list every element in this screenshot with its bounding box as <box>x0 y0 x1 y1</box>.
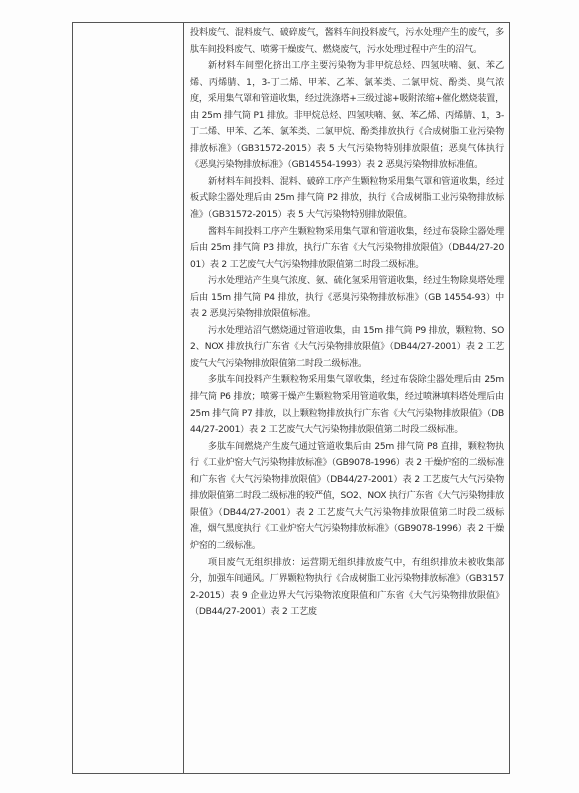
right-cell <box>190 25 504 773</box>
paragraph-waste-gas-list: 投料废气、混料废气、破碎废气，酱料车间投料废气，污水处理产生的废气，多肽车间投料废气、喷雾干燥废气、燃烧废气，污水处理过程中产生的沼气。 <box>190 28 504 55</box>
paragraph-wastewater-odor: 污水处理站产生臭气浓度、氨、硫化氢采用管道收集，经过生物除臭塔处理后由 15m 排气筒 P4 排放，执行《恶臭污染物排放标准》（GB 14554-93）中表 2 恶臭污染物排放限值标准。 <box>190 276 504 320</box>
paragraph-sauce-workshop: 酱料车间投料工序产生颗粒物采用集气罩和管道收集，经过布袋除尘器处理后由 25m 排气筒 P3 排放，执行广东省《大气污染物排放限值》（DB44/27-2001）表 2 工艺废气大气污染物排放限值第二时段二级标准。 <box>190 226 504 270</box>
paragraph-fugitive-emission: 项目废气无组织排放：运营期无组织排放废气中，有组织排放未被收集部分，加强车间通风。厂界颗粒物执行《合成树脂工业污染物排放标准》（GB31572-2015）表 9 企业边界大气污染物浓度限值和广东省《大气污染物排放限值》（DB44/27-2001）表 2 工艺废 <box>190 557 504 618</box>
column-divider <box>183 23 184 773</box>
paragraph-new-material-feeding: 新材料车间投料、混料、破碎工序产生颗粒物采用集气罩和管道收集，经过板式除尘器处理后由 25m 排气筒 P2 排放，执行《合成树脂工业污染物排放标准》（GB31572-2015）表 5 大气污染物特别排放限值。 <box>190 176 504 221</box>
paragraph-peptide-feeding: 多肽车间投料产生颗粒物采用集气罩收集，经过布袋除尘器处理后由 25m 排气筒 P6 排放；喷雾干燥产生颗粒物采用管道收集，经过喷淋填料塔处理后由 25m 排气筒 P7 排放，以上颗粒物排放执行广东省《大气污染物排放限值》（DB44/27-2001）表 2 工艺废气大气污染物排放限值第二时段二级标准。 <box>190 375 504 436</box>
paragraph-new-material-extrusion: 新材料车间塑化挤出工序主要污染物为非甲烷总烃、四氢呋喃、氨、苯乙烯、丙烯腈、1，3-丁二烯、甲苯、乙苯、氯苯类、二氯甲烷、酚类、臭气浓度，采用集气罩和管道收集，经过洗涤塔+三级过滤+吸附浓缩+催化燃烧装置，由 25m 排气筒 P1 排放。非甲烷总烃、四氢呋喃、氨、苯乙烯、丙烯腈、1，3-丁二烯、甲苯、乙苯、氯苯类、二氯甲烷、酚类排放执行《合成树脂工业污染物排放标准》（GB31572-2015）表 5 大气污染物特别排放限值；恶臭气体执行《恶臭污染物排放标准》（GB14554-1993）表 2 恶臭污染物排放标准值。 <box>190 61 504 171</box>
paragraph-biogas-combustion: 污水处理站沼气燃烧通过管道收集，由 15m 排气筒 P9 排放，颗粒物、SO2、NOX 排放执行广东省《大气污染物排放限值》（DB44/27-2001）表 2 工艺废气大气污染物排放限值第二时段二级标准。 <box>190 325 504 369</box>
table-frame <box>72 22 510 774</box>
left-cell <box>73 23 183 773</box>
paragraph-peptide-combustion: 多肽车间燃烧产生废气通过管道收集后由 25m 排气筒 P8 直排，颗粒物执行《工业炉窑大气污染物排放标准》（GB9078-1996）表 2 干燥炉窑的二级标准和广东省《大气污染物排放限值》（DB44/27-2001）表 2 工艺废气大气污染物排放限值第二时段二级标准的较严值，SO2、NOX 执行广东省《大气污染物排放限值》（DB44/27-2001）表 2 工艺废气大气污染物排放限值第二时段二级标准，烟气黑度执行《工业炉窑大气污染物排放标准》（GB9078-1996）表 2 干燥炉窑的二级标准。 <box>190 441 504 551</box>
